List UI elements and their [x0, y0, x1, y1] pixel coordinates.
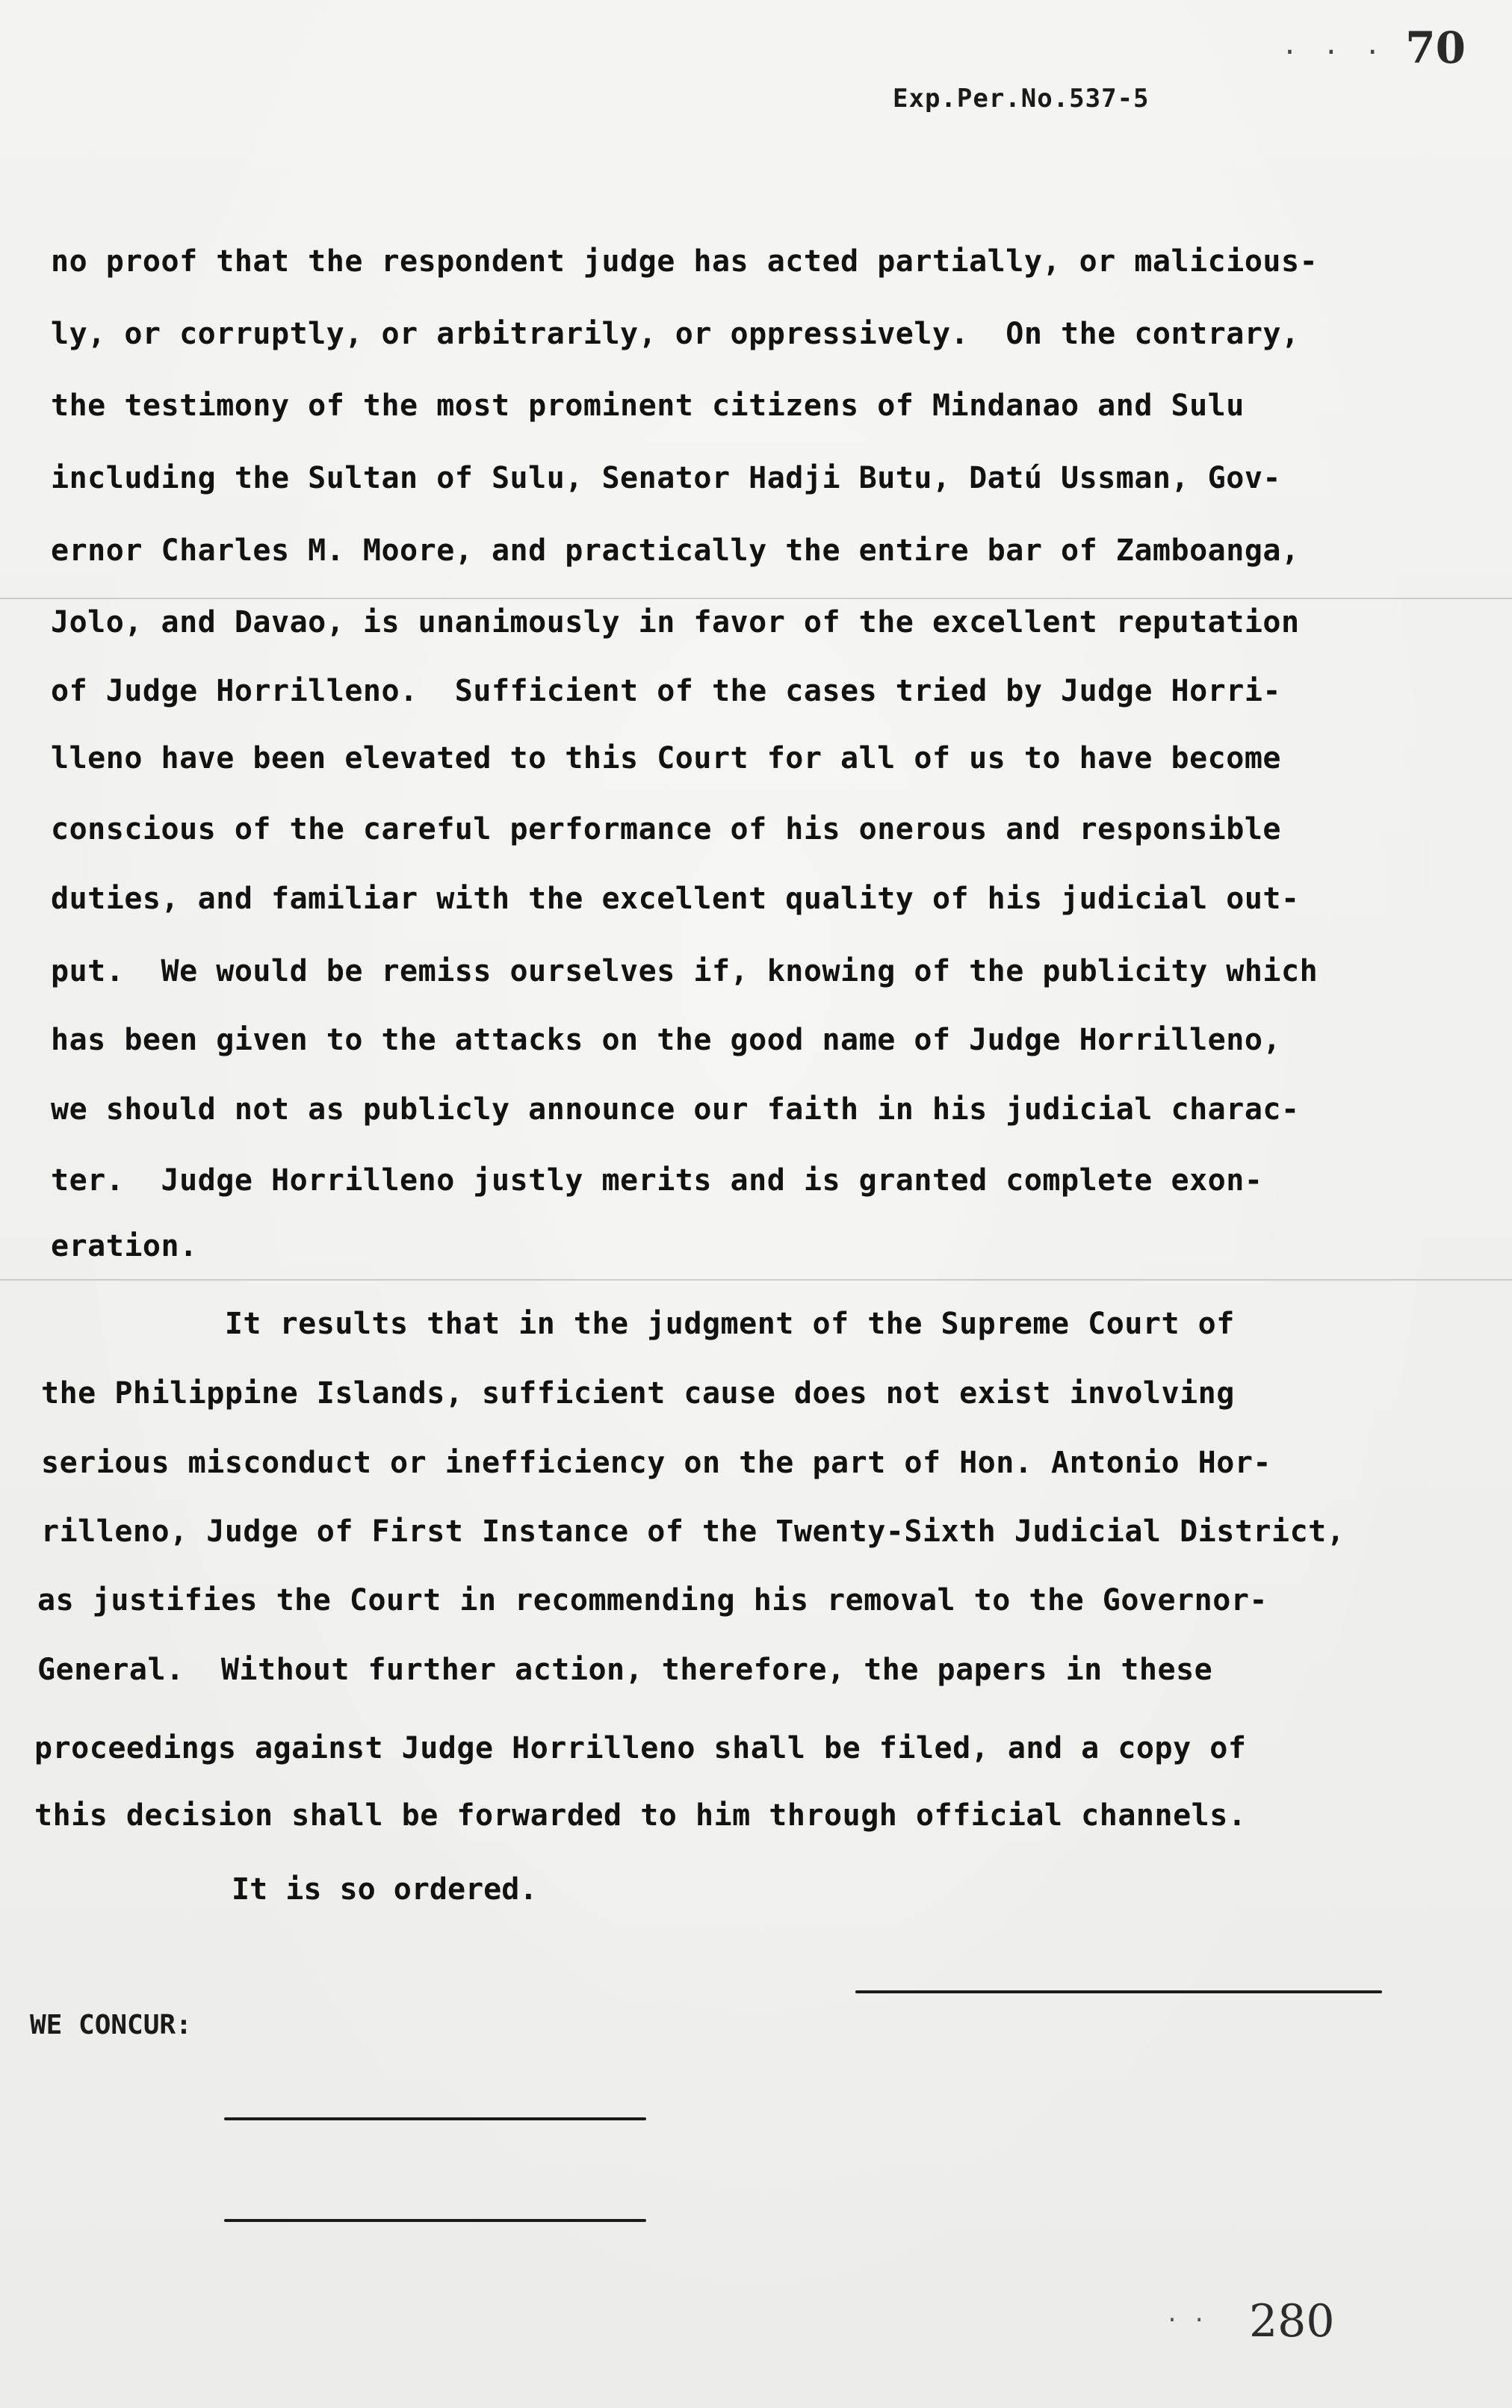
text-line: ernor Charles M. Moore, and practically the entire bar of Zamboanga, [51, 533, 1300, 568]
text-line: Jolo, and Davao, is unanimously in favor of the excellent reputation [51, 605, 1300, 640]
closing-order: It is so ordered. [232, 1872, 538, 1907]
text-line: General. Without further action, therefore, the papers in these [37, 1653, 1213, 1687]
text-line: rilleno, Judge of First Instance of the Twenty-Sixth Judicial District, [41, 1514, 1345, 1549]
concur-label: WE CONCUR: [30, 2010, 192, 2040]
text-line: duties, and familiar with the excellent quality of his judicial out- [51, 882, 1300, 916]
text-line: serious misconduct or inefficiency on the part of Hon. Antonio Hor- [41, 1446, 1271, 1480]
page-number-top: 70 [1405, 22, 1466, 73]
text-line: put. We would be remiss ourselves if, knowing of the publicity which [51, 954, 1319, 988]
text-line: this decision shall be forwarded to him through official channels. [34, 1798, 1247, 1833]
signature-line-concurring [224, 2117, 646, 2120]
scan-artifact-line [0, 598, 1512, 599]
speck-marks: . . . [1281, 30, 1385, 61]
text-line: eration. [51, 1229, 198, 1263]
text-line: lleno have been elevated to this Court for all of us to have become [51, 741, 1281, 776]
text-line: conscious of the careful performance of his onerous and responsible [51, 812, 1281, 846]
text-line: the testimony of the most prominent citizens of Mindanao and Sulu [51, 389, 1245, 423]
text-line: ter. Judge Horrilleno justly merits and is granted complete exon- [51, 1163, 1263, 1198]
text-line: as justifies the Court in recommending his removal to the Governor- [37, 1583, 1268, 1618]
text-line: the Philippine Islands, sufficient cause does not exist involving [41, 1376, 1235, 1411]
text-line: including the Sultan of Sulu, Senator Hadji Butu, Datú Ussman, Gov- [51, 461, 1281, 495]
file-reference: Exp.Per.No.537-5 [893, 84, 1150, 114]
speck-marks: . . [1165, 2301, 1206, 2327]
text-line: ly, or corruptly, or arbitrarily, or oppressively. On the contrary, [51, 317, 1300, 351]
signature-line-ponente [855, 1990, 1382, 1993]
page-number-bottom: 280 [1249, 2295, 1335, 2347]
text-line: of Judge Horrilleno. Sufficient of the cases tried by Judge Horri- [51, 674, 1281, 708]
text-line: proceedings against Judge Horrilleno shall be filed, and a copy of [34, 1731, 1247, 1765]
scan-artifact-line [0, 1279, 1512, 1281]
text-line: has been given to the attacks on the good name of Judge Horrilleno, [51, 1023, 1281, 1057]
text-line: It results that in the judgment of the Supreme Court of [41, 1307, 1235, 1341]
text-line: no proof that the respondent judge has acted partially, or malicious- [51, 244, 1319, 279]
text-line: we should not as publicly announce our faith in his judicial charac- [51, 1092, 1300, 1127]
signature-line-concurring [224, 2219, 646, 2222]
